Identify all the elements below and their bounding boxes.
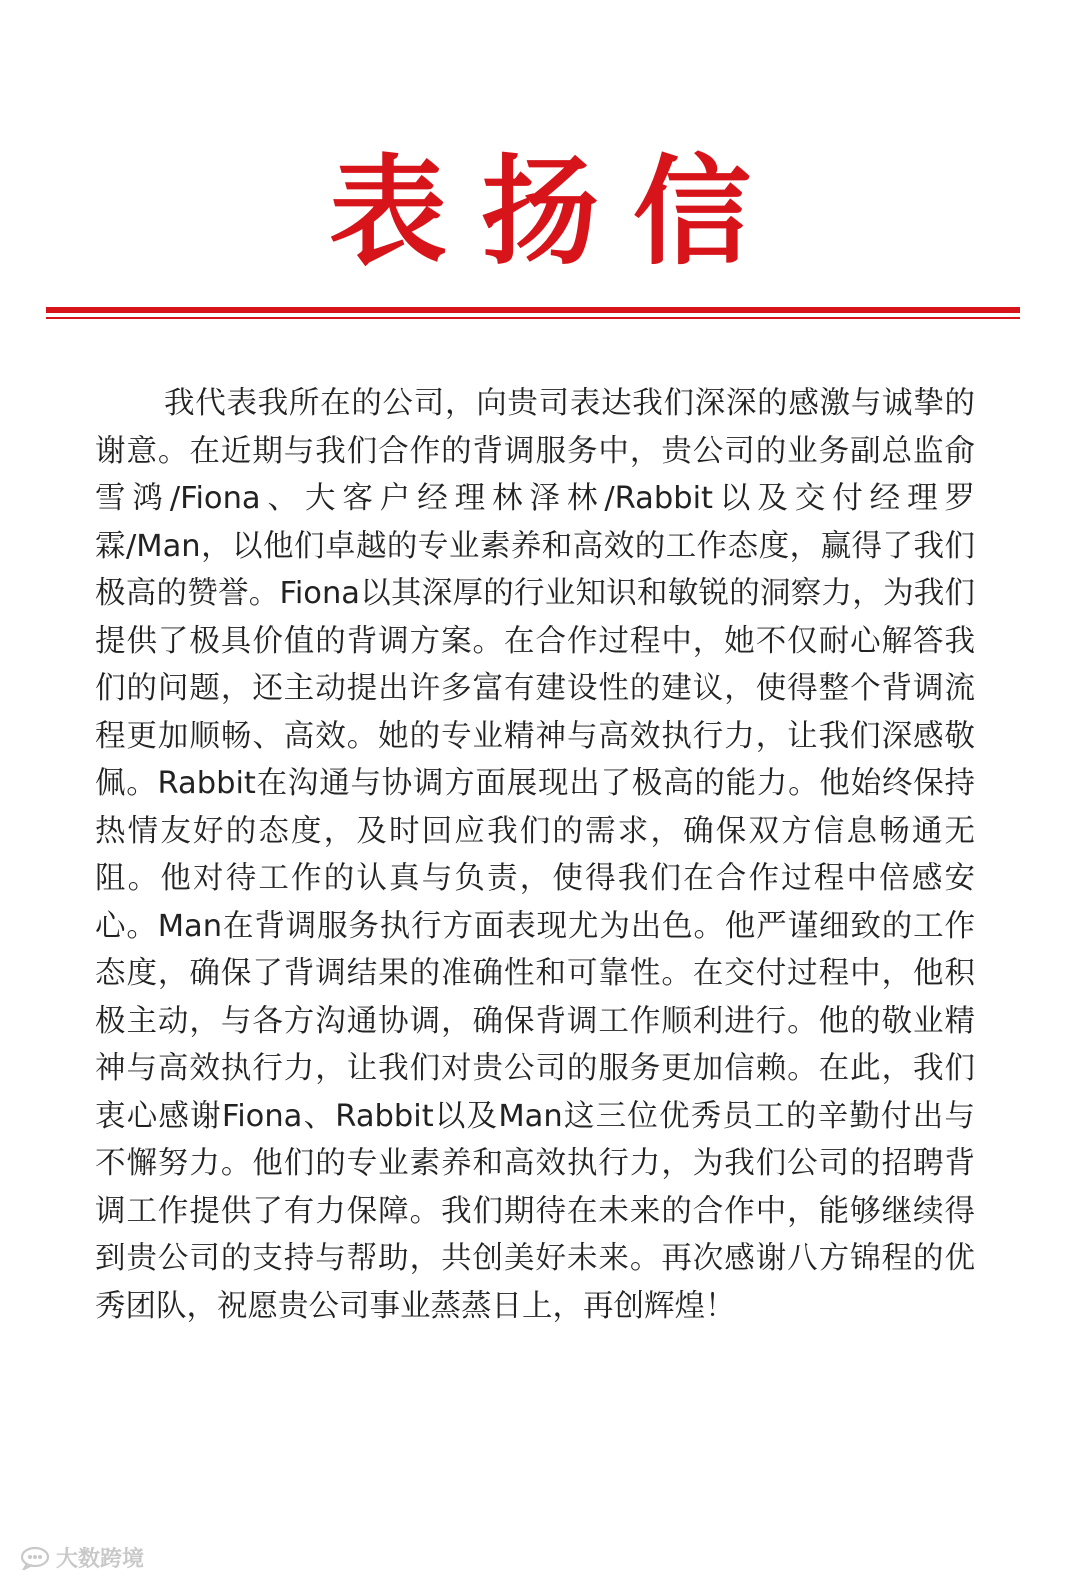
title-divider-thin bbox=[46, 317, 1020, 319]
letter-title: 表扬信 bbox=[328, 142, 785, 281]
title-divider-thick bbox=[46, 307, 1020, 313]
speech-bubble-logo-icon bbox=[20, 1546, 50, 1570]
letter-body: 我代表我所在的公司，向贵司表达我们深深的感激与诚挚的谢意。在近期与我们合作的背调服务中，贵公司的业务副总监俞雪鸿/Fiona、大客户经理林泽林/Rabbit以及交付经理罗霖/Man，以他们卓越的专业素养和高效的工作态度，赢得了我们极高的赞誉。Fiona以其深厚的行业知识和敏锐的洞察力，为我们提供了极具价值的背调方案。在合作过程中，她不仅耐心解答我们的问题，还主动提出许多富有建设性的建议，使得整个背调流程更加顺畅、高效。她的专业精神与高效执行力，让我们深感敬佩。Rabbit在沟通与协调方面展现出了极高的能力。他始终保持热情友好的态度，及时回应我们的需求，确保双方信息畅通无阻。他对待工作的认真与负责，使得我们在合作过程中倍感安心。Man在背调服务执行方面表现尤为出色。他严谨细致的工作态度，确保了背调结果的准确性和可靠性。在交付过程中，他积极主动，与各方沟通协调，确保背调工作顺利进行。他的敬业精神与高效执行力，让我们对贵公司的服务更加信赖。在此，我们衷心感谢Fiona、Rabbit以及Man这三位优秀员工的辛勤付出与不懈努力。他们的专业素养和高效执行力，为我们公司的招聘背调工作提供了有力保障。我们期待在未来的合作中，能够继续得到贵公司的支持与帮助，共创美好未来。再次感谢八方锦程的优秀团队，祝愿贵公司事业蒸蒸日上，再创辉煌！ bbox=[95, 386, 975, 1324]
watermark-text: 大数跨境 bbox=[56, 1547, 145, 1572]
watermark bbox=[20, 1542, 144, 1573]
